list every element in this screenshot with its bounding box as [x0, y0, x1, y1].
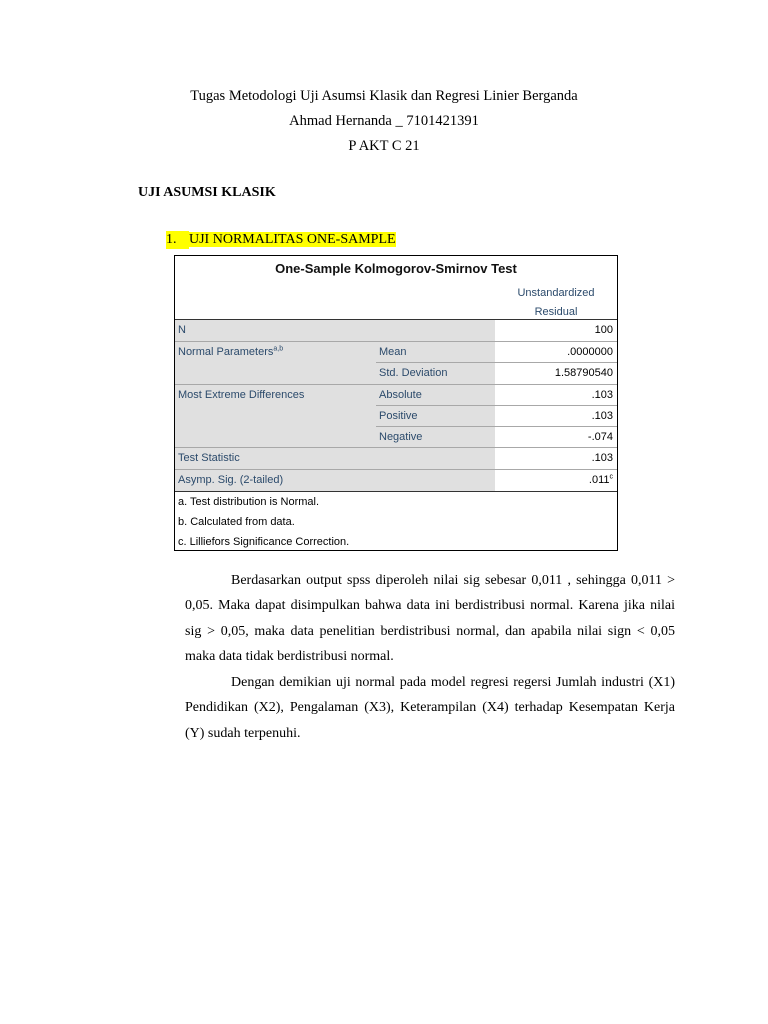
- ks-test-table: [174, 255, 618, 551]
- table-row-negative: [175, 427, 617, 448]
- table-divider: [175, 491, 617, 492]
- paragraph: [185, 670, 675, 746]
- row-label: Test Statistic: [178, 452, 240, 464]
- row-sublabel: Std. Deviation: [379, 367, 448, 379]
- row-value: -.074: [587, 431, 613, 443]
- author-line: Ahmad Hernanda _ 7101421391: [289, 113, 479, 129]
- column-header-line2: Residual: [534, 306, 578, 318]
- paragraph-text: Dengan demikian uji normal pada model regresi regersi Jumlah industri (X1) Pendidikan (X2), Pengalaman (X3), Keterampilan (X4) terhadap Kesempatan Kerja (Y) sudah terpenuhi.: [185, 675, 675, 741]
- class-line: P AKT C 21: [348, 138, 420, 154]
- row-sublabel: Absolute: [379, 389, 422, 401]
- row-value: .103: [591, 410, 613, 422]
- row-value: .103: [591, 389, 613, 401]
- table-row-n: [175, 320, 617, 341]
- column-header: [495, 284, 617, 322]
- row-label: Normal Parameters$^{a,b}$: [178, 345, 284, 358]
- list-heading-text: UJI NORMALITAS ONE-SAMPLE: [189, 232, 396, 247]
- row-label-bg: [175, 320, 495, 341]
- paragraph: [185, 568, 675, 669]
- table-row-absolute: [175, 385, 617, 406]
- table-row-std: [175, 363, 617, 384]
- row-value: 1.58790540: [554, 367, 613, 379]
- column-header-line1: Unstandardized: [517, 287, 595, 299]
- row-label: N: [178, 324, 186, 336]
- table-row-positive: [175, 406, 617, 427]
- row-value: .103: [591, 452, 613, 464]
- row-label: Asymp. Sig. (2-tailed): [178, 474, 284, 486]
- row-value: 100: [594, 324, 613, 336]
- table-footnote: b. Calculated from data.: [178, 516, 295, 528]
- row-value: .0000000: [567, 346, 613, 358]
- document-title: Tugas Metodologi Uji Asumsi Klasik dan Regresi Linier Berganda: [190, 88, 578, 104]
- paragraph-text: Berdasarkan output spss diperoleh nilai sig sebesar 0,011 , sehingga 0,011 > 0,05. Maka dapat disimpulkan bahwa data ini berdistribusi normal. Karena jika nilai sig > 0,05, maka data penelitian berdistribusi normal, dan apabila nilai sign < 0,05 maka data tidak berdistribusi normal.: [185, 573, 675, 664]
- table-title: One-Sample Kolmogorov-Smirnov Test: [275, 261, 517, 276]
- table-footnote: a. Test distribution is Normal.: [178, 496, 320, 508]
- row-sublabel: Mean: [379, 346, 407, 358]
- list-number: 1.: [166, 231, 189, 249]
- table-row-asymp-sig: [175, 470, 617, 491]
- table-row-mean: [175, 342, 617, 363]
- row-value: .011$^c$: [588, 473, 613, 486]
- row-sublabel: Positive: [379, 410, 418, 422]
- numbered-heading: [166, 231, 396, 249]
- row-label: Most Extreme Differences: [178, 389, 305, 401]
- table-footnote: c. Lilliefors Significance Correction.: [178, 536, 350, 548]
- section-title: UJI ASUMSI KLASIK: [138, 185, 276, 200]
- row-sublabel: Negative: [379, 431, 423, 443]
- table-row-test-statistic: [175, 448, 617, 469]
